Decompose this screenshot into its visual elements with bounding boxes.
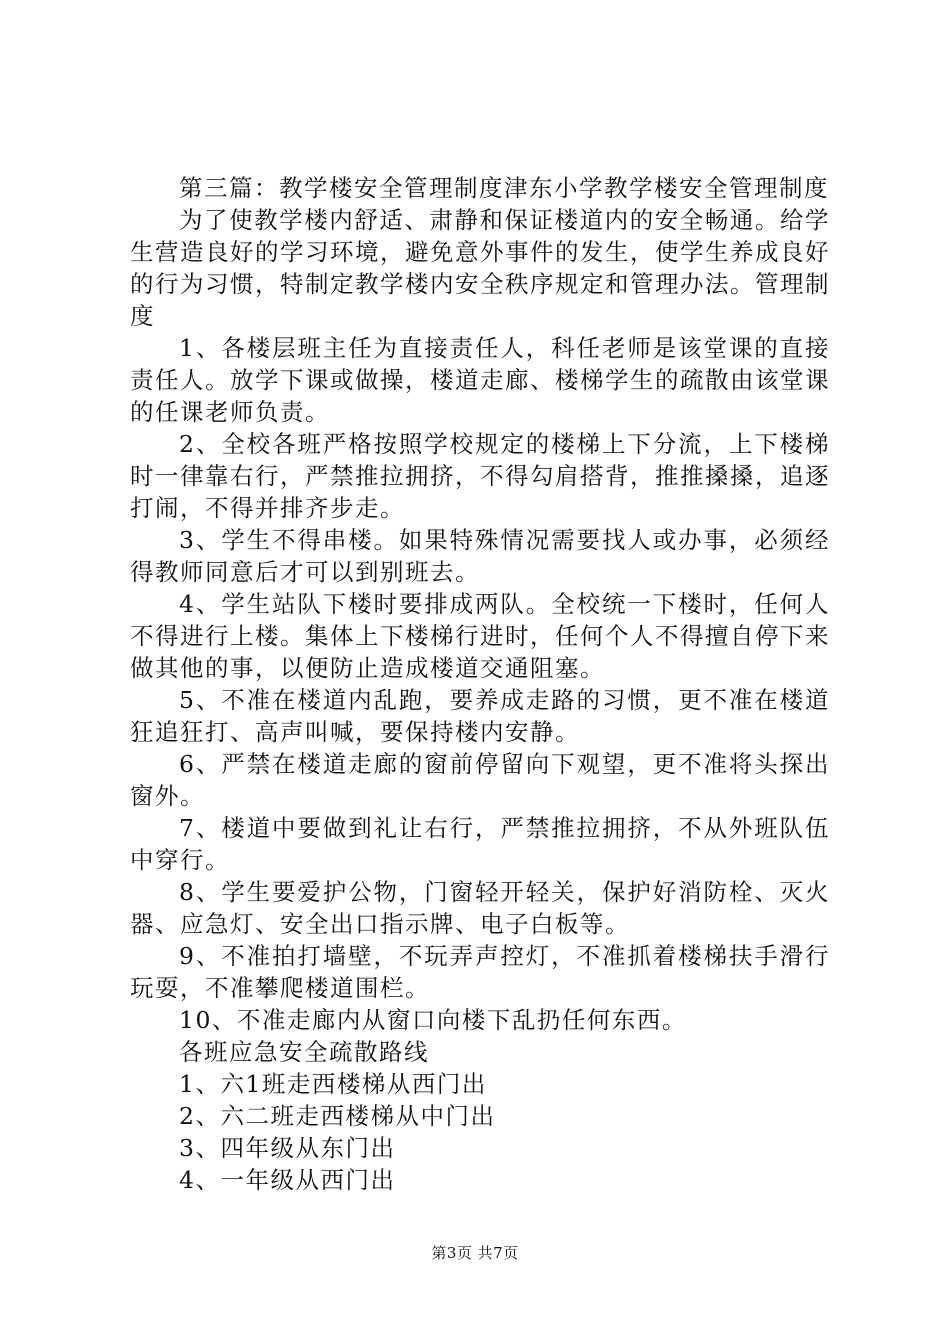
rule-9: 9、不准拍打墙壁，不玩弄声控灯，不准抓着楼梯扶手滑行玩耍，不准攀爬楼道围栏。 xyxy=(130,942,830,1002)
rule-1: 1、各楼层班主任为直接责任人，科任老师是该堂课的直接责任人。放学下课或做操，楼道走廊、楼梯学生的疏散由该堂课的任课老师负责。 xyxy=(130,334,830,426)
rule-6: 6、严禁在楼道走廊的窗前停留向下观望，更不准将头探出窗外。 xyxy=(130,750,830,810)
rule-3: 3、学生不得串楼。如果特殊情况需要找人或办事，必须经得教师同意后才可以到别班去。 xyxy=(130,526,830,586)
rule-8: 8、学生要爱护公物，门窗轻开轻关，保护好消防栓、灭火器、应急灯、安全出口指示牌、电子白板等。 xyxy=(130,878,830,938)
evacuation-route-2: 2、六二班走西楼梯从中门出 xyxy=(179,1102,496,1130)
evacuation-heading: 各班应急安全疏散路线 xyxy=(179,1038,429,1066)
rule-2: 2、全校各班严格按照学校规定的楼梯上下分流，上下楼梯时一律靠右行，严禁推拉拥挤，不得勾肩搭背，推推搡搡，追逐打闹，不得并排齐步走。 xyxy=(130,430,830,522)
document-title: 第三篇：教学楼安全管理制度津东小学教学楼安全管理制度 xyxy=(179,174,829,202)
evacuation-route-4: 4、一年级从西门出 xyxy=(179,1166,396,1194)
rule-4: 4、学生站队下楼时要排成两队。全校统一下楼时，任何人不得进行上楼。集体上下楼梯行进时，任何个人不得擅自停下来做其他的事，以便防止造成楼道交通阻塞。 xyxy=(130,590,830,682)
document-body xyxy=(130,172,830,1196)
rule-10: 10、不准走廊内从窗口向楼下乱扔任何东西。 xyxy=(179,1006,687,1034)
intro-paragraph: 为了使教学楼内舒适、肃静和保证楼道内的安全畅通。给学生营造良好的学习环境，避免意外事件的发生，使学生养成良好的行为习惯，特制定教学楼内安全秩序规定和管理办法。管理制度 xyxy=(130,206,830,330)
evacuation-route-1: 1、六1班走西楼梯从西门出 xyxy=(179,1070,487,1098)
rule-5: 5、不准在楼道内乱跑，要养成走路的习惯，更不准在楼道狂追狂打、高声叫喊，要保持楼内安静。 xyxy=(130,686,830,746)
page-number-footer: 第3页 共7页 xyxy=(431,1244,519,1262)
evacuation-route-3: 3、四年级从东门出 xyxy=(179,1134,396,1162)
rule-7: 7、楼道中要做到礼让右行，严禁推拉拥挤，不从外班队伍中穿行。 xyxy=(130,814,830,874)
